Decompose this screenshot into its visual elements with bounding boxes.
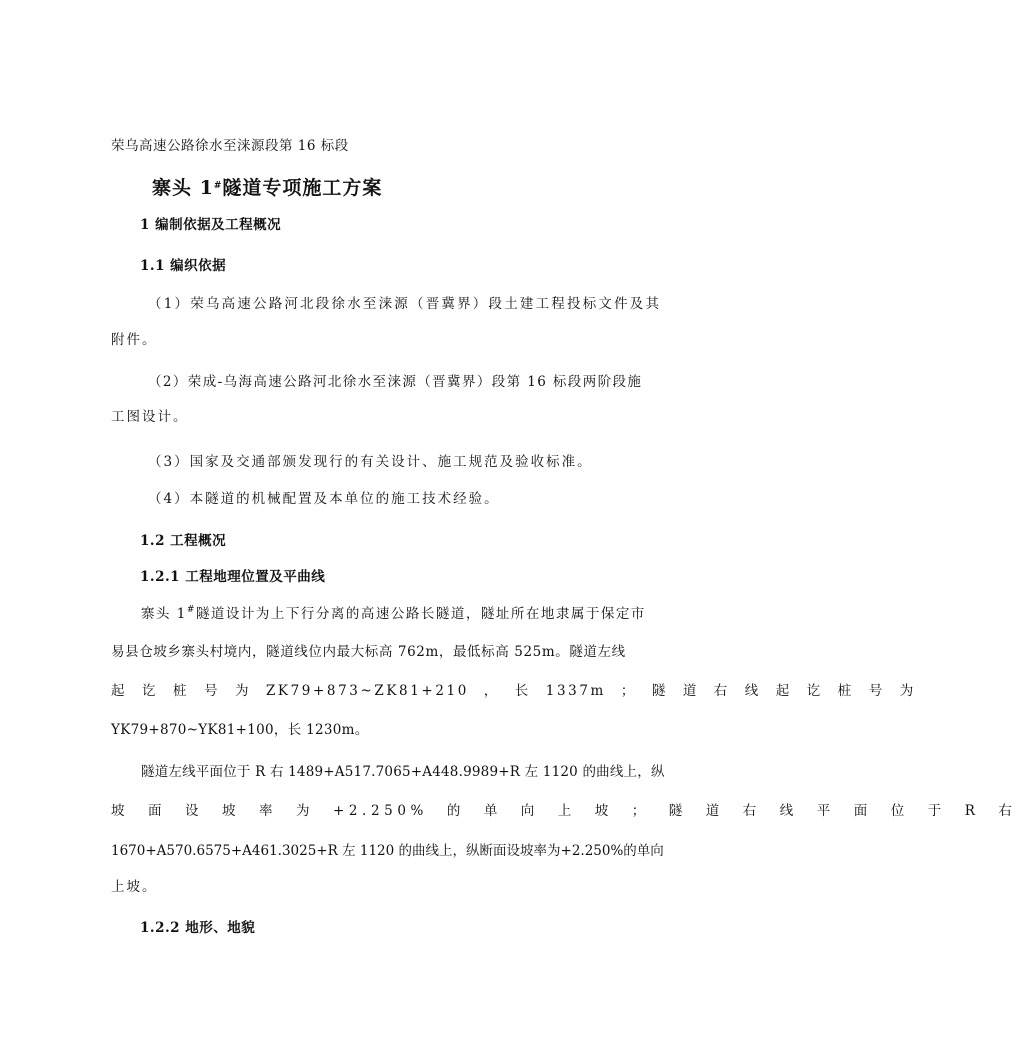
paragraph-1-line-1	[141, 604, 646, 624]
list-item-1-line-2: 附件。	[111, 332, 158, 348]
list-item-2-line-2: 工图设计。	[111, 409, 189, 425]
title-superscript: #	[213, 181, 223, 191]
paragraph-2-line-4: 上坡。	[111, 879, 158, 895]
paragraph-1-prefix: 寨头 1	[141, 606, 187, 622]
section-heading-1-1: 1.1 编织依据	[140, 258, 227, 274]
paragraph-2-line-3: 1670+A570.6575+A461.3025+R 左 1120 的曲线上，纵断面设坡率为+2.250%的单向	[111, 843, 664, 859]
paragraph-1-superscript: #	[186, 605, 196, 615]
paragraph-2-line-1: 隧道左线平面位于 R 右 1489+A517.7065+A448.9989+R 左 1120 的曲线上，纵	[141, 764, 665, 780]
document-header: 荣乌高速公路徐水至涞源段第 16 标段	[111, 138, 349, 154]
section-heading-1-2-1: 1.2.1 工程地理位置及平曲线	[140, 569, 326, 585]
title-suffix: 隧道专项施工方案	[222, 177, 383, 199]
list-item-3: （3）国家及交通部颁发现行的有关设计、施工规范及验收标准。	[148, 454, 593, 470]
title-prefix: 寨头 1	[152, 177, 214, 199]
section-heading-1-2-2: 1.2.2 地形、地貌	[140, 920, 256, 936]
paragraph-1-line-3: 起 讫 桩 号 为 ZK79+873~ZK81+210 ， 长 1337m ； 隧 道 右 线 起 讫 桩 号 为	[111, 683, 916, 699]
list-item-1-line-1: （1）荣乌高速公路河北段徐水至涞源（晋冀界）段土建工程投标文件及其	[148, 296, 662, 312]
section-heading-1: 1 编制依据及工程概况	[140, 217, 282, 233]
document-title	[152, 176, 382, 200]
paragraph-1-suffix: 隧道设计为上下行分离的高速公路长隧道，隧址所在地隶属于保定市	[195, 606, 646, 622]
list-item-4: （4）本隧道的机械配置及本单位的施工技术经验。	[148, 491, 500, 507]
paragraph-2-line-2: 坡 面 设 坡 率 为 +2.250% 的 单 向 上 坡 ； 隧 道 右 线 平 面 位 于 R 右	[111, 803, 1016, 819]
section-heading-1-2: 1.2 工程概况	[140, 533, 227, 549]
paragraph-1-line-4: YK79+870~YK81+100，长 1230m。	[111, 722, 369, 738]
paragraph-1-line-2: 易县仓坡乡寨头村境内，隧道线位内最大标高 762m，最低标高 525m。隧道左线	[111, 644, 626, 660]
list-item-2-line-1: （2）荣成-乌海高速公路河北徐水至涞源（晋冀界）段第 16 标段两阶段施	[148, 374, 643, 390]
